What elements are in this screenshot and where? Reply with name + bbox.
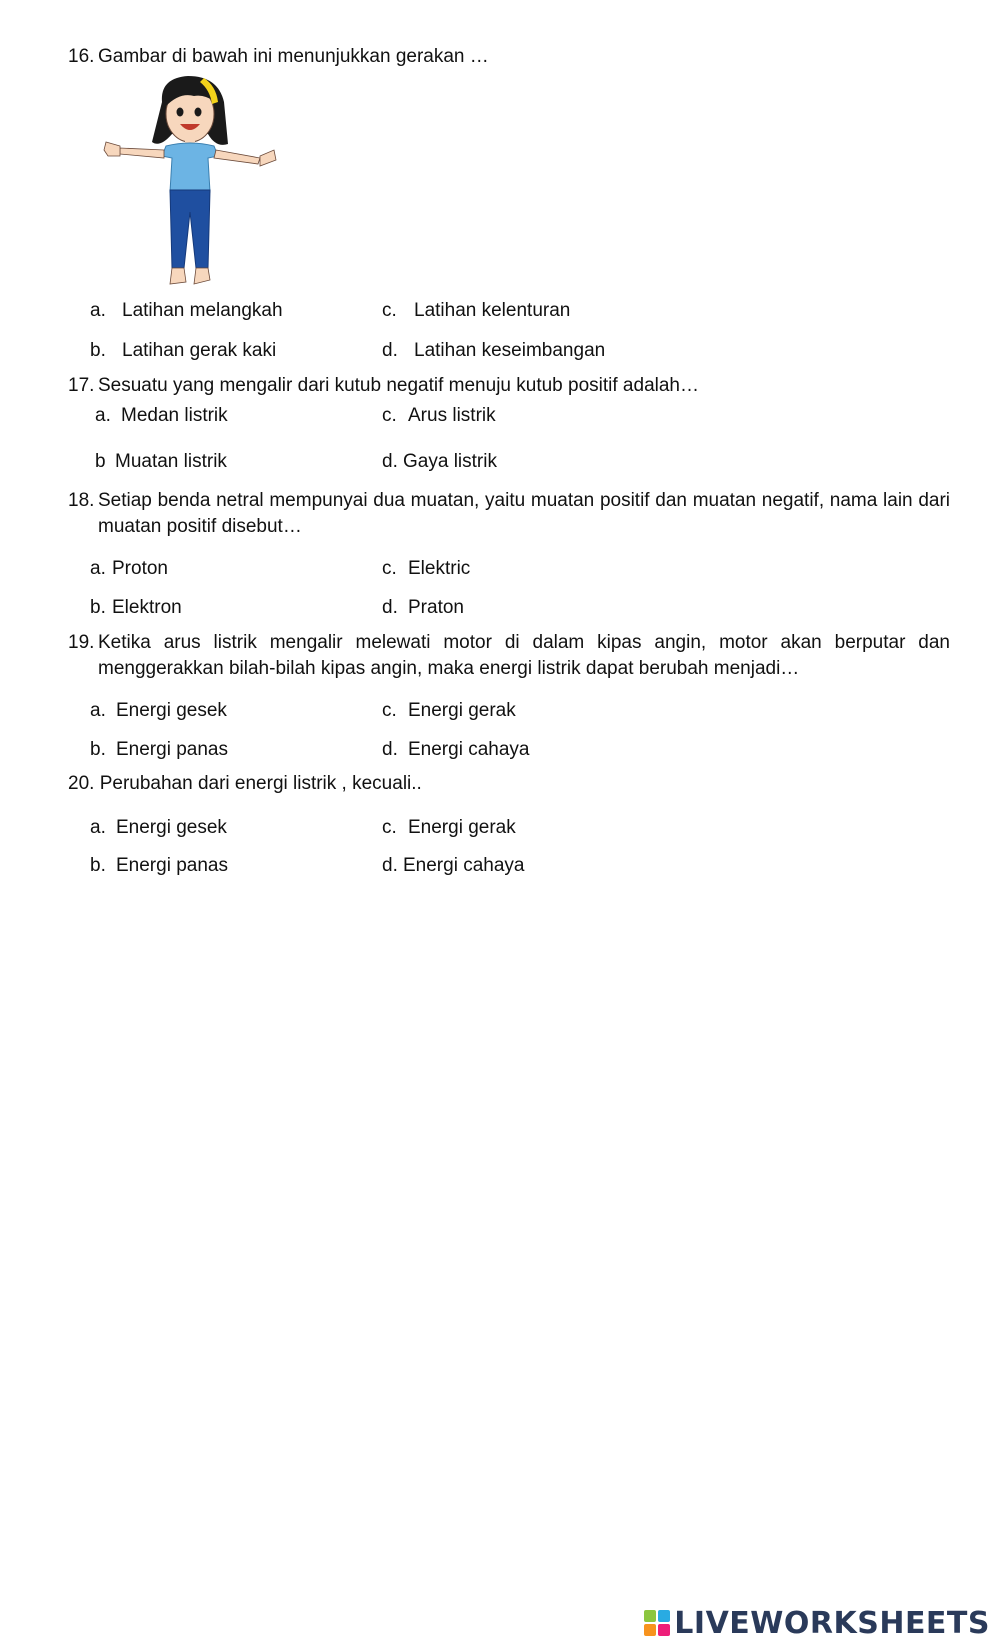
option-letter: b.: [90, 855, 106, 876]
option-letter: a.: [90, 817, 106, 838]
option-letter: c.: [382, 405, 397, 426]
girl-illustration: [100, 72, 280, 294]
option-19-c[interactable]: [382, 698, 516, 724]
option-17-a[interactable]: [95, 403, 228, 429]
brand-name: LIVEWORKSHEETS: [674, 1605, 990, 1641]
option-text: Gaya listrik: [403, 451, 497, 472]
option-20-b[interactable]: [90, 853, 228, 879]
option-text: Latihan gerak kaki: [122, 340, 277, 361]
question-18: [68, 488, 950, 540]
option-20-a[interactable]: [90, 815, 227, 841]
option-17-c[interactable]: [382, 403, 496, 429]
option-letter: b.: [90, 597, 106, 618]
option-text: Elektron: [112, 597, 182, 618]
option-letter: d.: [382, 597, 398, 618]
option-16-a[interactable]: [90, 298, 283, 324]
option-16-b[interactable]: [90, 338, 276, 364]
option-text: Energi panas: [116, 855, 228, 876]
option-text: Latihan melangkah: [122, 300, 283, 321]
option-text: Medan listrik: [121, 405, 228, 426]
option-16-c[interactable]: [382, 298, 570, 324]
option-text: Latihan keseimbangan: [414, 340, 606, 361]
question-17: [68, 373, 950, 399]
option-letter: a.: [90, 700, 106, 721]
question-number: 18.: [68, 490, 95, 511]
question-text: Setiap benda netral mempunyai dua muatan, yaitu muatan positif dan muatan negatif, nama lain dari muatan positif disebut…: [98, 490, 950, 537]
option-18-b[interactable]: [90, 595, 182, 621]
option-20-c[interactable]: [382, 815, 516, 841]
option-text: Energi gerak: [408, 817, 516, 838]
option-text: Energi cahaya: [408, 739, 530, 760]
liveworksheets-logo[interactable]: [644, 1605, 990, 1641]
option-letter: d.: [382, 451, 398, 472]
option-19-d[interactable]: [382, 737, 529, 763]
question-number: 16.: [68, 46, 95, 67]
option-16-d[interactable]: [382, 338, 605, 364]
question-19: [68, 630, 950, 682]
option-text: Proton: [112, 558, 168, 579]
question-text: Gambar di bawah ini menunjukkan gerakan …: [98, 46, 489, 67]
option-text: Energi cahaya: [403, 855, 525, 876]
option-text: Muatan listrik: [115, 451, 227, 472]
option-text: Energi gesek: [116, 700, 227, 721]
option-19-b[interactable]: [90, 737, 228, 763]
option-17-b[interactable]: [95, 449, 227, 475]
option-20-d[interactable]: [382, 853, 524, 879]
option-19-a[interactable]: [90, 698, 227, 724]
option-18-c[interactable]: [382, 556, 470, 582]
option-text: Energi gesek: [116, 817, 227, 838]
option-text: Latihan kelenturan: [414, 300, 571, 321]
option-letter: b: [95, 451, 106, 472]
option-letter: d.: [382, 340, 398, 361]
option-letter: a.: [95, 405, 111, 426]
option-text: Praton: [408, 597, 464, 618]
option-18-d[interactable]: [382, 595, 464, 621]
question-16: [68, 44, 950, 70]
logo-grid-icon: [644, 1610, 670, 1636]
question-number: 17.: [68, 375, 95, 396]
option-letter: c.: [382, 558, 397, 579]
question-text: Sesuatu yang mengalir dari kutub negatif menuju kutub positif adalah…: [98, 375, 699, 396]
option-letter: b.: [90, 739, 106, 760]
option-text: Arus listrik: [408, 405, 496, 426]
option-letter: b.: [90, 340, 106, 361]
option-17-d[interactable]: [382, 449, 497, 475]
option-letter: a.: [90, 300, 106, 321]
option-letter: c.: [382, 817, 397, 838]
option-letter: c.: [382, 300, 397, 321]
question-text: Perubahan dari energi listrik , kecuali..: [99, 773, 422, 794]
option-letter: a.: [90, 558, 106, 579]
option-letter: c.: [382, 700, 397, 721]
option-text: Energi panas: [116, 739, 228, 760]
option-text: Elektric: [408, 558, 471, 579]
option-text: Energi gerak: [408, 700, 516, 721]
option-18-a[interactable]: [90, 556, 168, 582]
question-text: Ketika arus listrik mengalir melewati motor di dalam kipas angin, motor akan berputar dan menggerakkan bilah-bilah kipas angin, maka energi listrik dapat berubah menjadi…: [98, 632, 950, 679]
option-letter: d.: [382, 739, 398, 760]
question-number: 19.: [68, 632, 95, 653]
question-number: 20.: [68, 773, 95, 794]
option-letter: d.: [382, 855, 398, 876]
question-20: [68, 771, 950, 797]
